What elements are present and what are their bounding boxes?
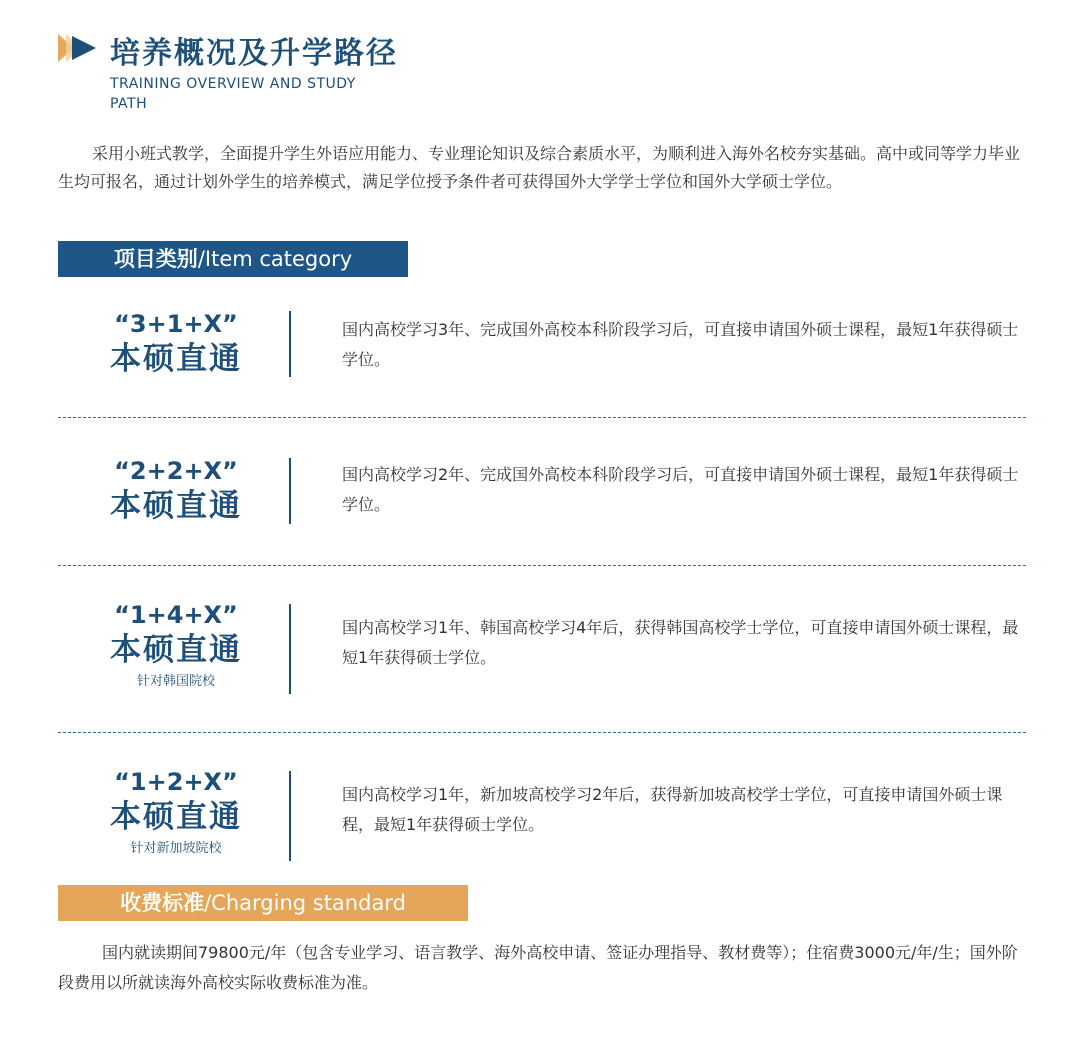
program-item (58, 454, 1026, 534)
program-name: 本硕直通 (110, 799, 242, 835)
item-category-bar-en: /Item category (197, 247, 353, 271)
program-note: 针对韩国院校 (136, 674, 215, 689)
program-formula: “3+1+X” (114, 310, 238, 338)
program-name: 本硕直通 (110, 488, 242, 524)
program-name: 本硕直通 (110, 632, 242, 668)
program-item (58, 600, 1026, 700)
vertical-divider (289, 771, 291, 861)
program-item (58, 767, 1026, 867)
dashed-divider (58, 732, 1026, 733)
program-description: 国内高校学习1年，新加坡高校学习2年后，获得新加坡高校学士学位，可直接申请国外硕士课程，最短1年获得硕士学位。 (342, 785, 1003, 834)
vertical-divider (289, 458, 291, 524)
item-category-bar-cn: 项目类别 (113, 247, 198, 271)
program-name: 本硕直通 (110, 341, 242, 377)
charging-standard-bar-cn: 收费标准 (120, 891, 205, 915)
program-note: 针对新加坡院校 (130, 841, 222, 856)
program-description: 国内高校学习3年、完成国外高校本科阶段学习后，可直接申请国外硕士课程，最短1年获得硕士学位。 (342, 320, 1019, 369)
play-triangle-logo-icon (58, 32, 98, 64)
dashed-divider (58, 565, 1026, 566)
page-subtitle: TRAINING OVERVIEW AND STUDY PATH (110, 76, 356, 112)
program-item (58, 307, 1026, 387)
charging-standard-bar-en: /Charging standard (204, 891, 406, 915)
program-description: 国内高校学习1年、韩国高校学习4年后，获得韩国高校学士学位，可直接申请国外硕士课程，最短1年获得硕士学位。 (342, 618, 1019, 667)
program-formula: “1+2+X” (114, 768, 238, 796)
dashed-divider (58, 417, 1026, 418)
charging-standard-bar (58, 885, 468, 921)
page-title: 培养概况及升学路径 (110, 36, 398, 71)
program-formula: “1+4+X” (114, 601, 238, 629)
vertical-divider (289, 311, 291, 377)
vertical-divider (289, 604, 291, 694)
fee-paragraph: 国内就读期间79800元/年（包含专业学习、语言教学、海外高校申请、签证办理指导、教材费等）；住宿费3000元/年/生；国外阶段费用以所就读海外高校实际收费标准为准。 (58, 943, 1018, 992)
item-category-bar (58, 241, 408, 277)
intro-paragraph: 采用小班式教学，全面提升学生外语应用能力、专业理论知识及综合素质水平，为顺利进入海外名校夯实基础。高中或同等学力毕业生均可报名，通过计划外学生的培养模式，满足学位授予条件者可获得国外大学学士学位和国外大学硕士学位。 (58, 144, 1021, 191)
program-description: 国内高校学习2年、完成国外高校本科阶段学习后，可直接申请国外硕士课程，最短1年获得硕士学位。 (342, 465, 1019, 514)
program-formula: “2+2+X” (114, 457, 238, 485)
